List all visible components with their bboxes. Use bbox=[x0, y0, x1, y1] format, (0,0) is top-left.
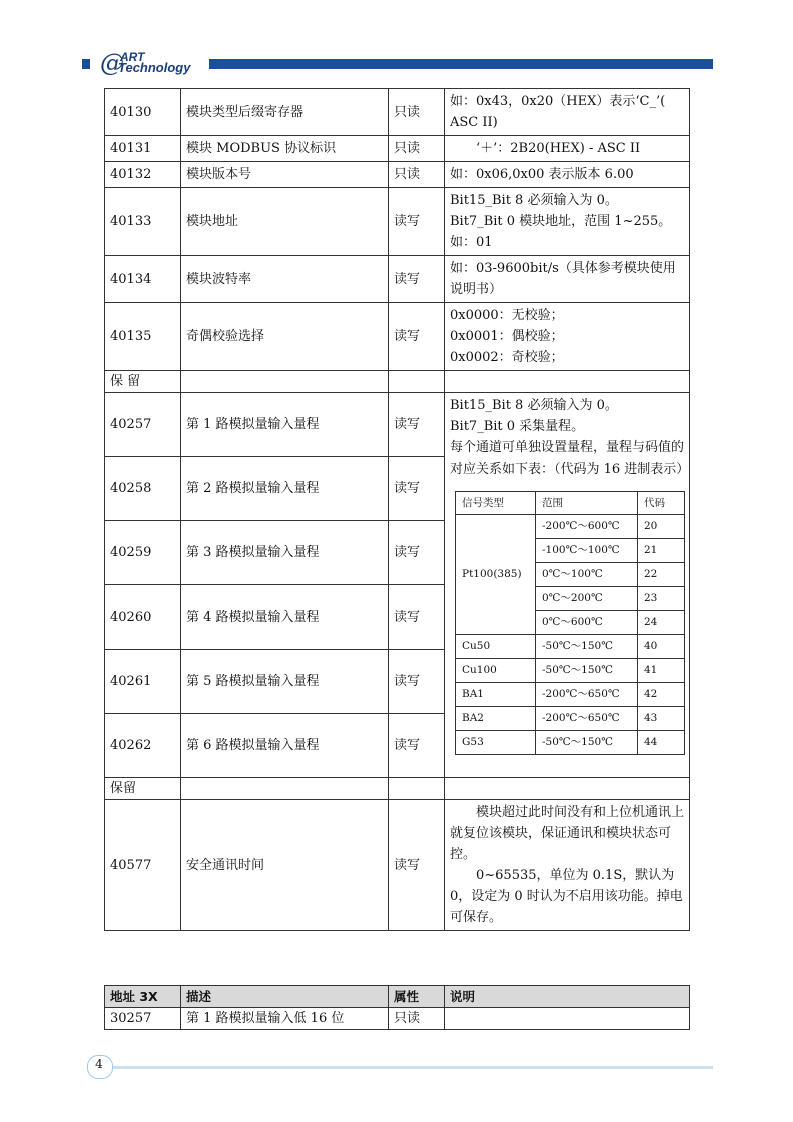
address-cell: 40131 bbox=[105, 136, 181, 162]
code-cell: 40 bbox=[638, 635, 685, 659]
register-table-4x bbox=[104, 88, 690, 931]
name-cell: 模块版本号 bbox=[181, 162, 389, 188]
code-header: 范围 bbox=[536, 492, 638, 515]
attr-cell: 读写 bbox=[389, 188, 445, 256]
name-cell: 第 2 路模拟量输入量程 bbox=[181, 457, 389, 521]
address-cell: 40258 bbox=[105, 457, 181, 521]
signal-type-cell: BA1 bbox=[456, 683, 536, 707]
attr-cell: 读写 bbox=[389, 303, 445, 371]
table-row-reserved bbox=[105, 778, 690, 800]
code-cell: 23 bbox=[638, 587, 685, 611]
reserved-cell: 保留 bbox=[105, 778, 181, 800]
desc-cell bbox=[445, 1008, 690, 1030]
desc-cell: 如：0x43，0x20（HEX）表示‘C_’( ASC II) bbox=[445, 89, 690, 136]
attr-cell: 读写 bbox=[389, 256, 445, 303]
code-header: 信号类型 bbox=[456, 492, 536, 515]
table-row bbox=[456, 683, 685, 707]
signal-type-cell: Cu50 bbox=[456, 635, 536, 659]
desc-cell: Bit15_Bit 8 必须输入为 0。 Bit7_Bit 0 模块地址，范围 1~255。 如：01 bbox=[445, 188, 690, 256]
table-row bbox=[456, 659, 685, 683]
attr-cell: 读写 bbox=[389, 585, 445, 649]
address-cell: 40262 bbox=[105, 713, 181, 777]
table-row bbox=[105, 800, 690, 931]
code-cell: 43 bbox=[638, 707, 685, 731]
logo-icon: @ bbox=[100, 49, 124, 77]
name-cell: 模块波特率 bbox=[181, 256, 389, 303]
code-cell: 21 bbox=[638, 539, 685, 563]
table-row bbox=[456, 515, 685, 539]
page-number: 4 bbox=[95, 1057, 103, 1071]
logo-text-art: ART bbox=[120, 50, 145, 64]
address-cell: 40135 bbox=[105, 303, 181, 371]
attr-cell: 读写 bbox=[389, 521, 445, 585]
address-cell: 40134 bbox=[105, 256, 181, 303]
table-row bbox=[105, 303, 690, 371]
attr-cell: 读写 bbox=[389, 649, 445, 713]
table-row bbox=[456, 707, 685, 731]
name-cell: 第 5 路模拟量输入量程 bbox=[181, 649, 389, 713]
code-cell: 20 bbox=[638, 515, 685, 539]
code-cell: 22 bbox=[638, 563, 685, 587]
table-row bbox=[105, 393, 690, 457]
logo-text-technology: Technology bbox=[118, 60, 191, 75]
address-cell: 40261 bbox=[105, 649, 181, 713]
address-cell: 40133 bbox=[105, 188, 181, 256]
range-desc-cell: Bit15_Bit 8 必须输入为 0。 Bit7_Bit 0 采集量程。 每个通道可单独设置量程，量程与码值的对应关系如下表：（代码为 16 进制表示） 信号类型 范围 代码 Pt100(385) -200℃～600℃ 20 -100℃～100℃ 21 0℃～100℃ 22 0℃～200℃ 23 0℃～600℃ 24 Cu50 -50℃～150℃ 40 Cu100 -50℃～150℃ 41 BA1 -200℃～650℃ 42 BA2 -200℃～650℃ 43 G53 -50℃～150℃ 44 bbox=[445, 393, 690, 778]
table-row bbox=[105, 89, 690, 136]
range-cell: 0℃～100℃ bbox=[536, 563, 638, 587]
address-cell: 40260 bbox=[105, 585, 181, 649]
attr-cell: 读写 bbox=[389, 457, 445, 521]
attr-cell: 只读 bbox=[389, 162, 445, 188]
header-bar bbox=[209, 59, 713, 69]
signal-type-cell: Pt100(385) bbox=[456, 515, 536, 635]
attr-cell: 读写 bbox=[389, 713, 445, 777]
table-row bbox=[105, 162, 690, 188]
name-cell: 第 1 路模拟量输入量程 bbox=[181, 393, 389, 457]
address-cell: 40130 bbox=[105, 89, 181, 136]
address-cell: 40259 bbox=[105, 521, 181, 585]
range-cell: -50℃～150℃ bbox=[536, 731, 638, 755]
address-cell: 30257 bbox=[105, 1008, 181, 1030]
table-header-row bbox=[105, 986, 690, 1008]
desc-cell: 如：0x06,0x00 表示版本 6.00 bbox=[445, 162, 690, 188]
address-cell: 40577 bbox=[105, 800, 181, 931]
desc-cell: 模块超过此时间没有和上位机通讯上就复位该模块，保证通讯和模块状态可控。 0~65535，单位为 0.1S，默认为 0，设定为 0 时认为不启用该功能。掉电可保存。 bbox=[445, 800, 690, 931]
header-square bbox=[82, 59, 90, 69]
name-cell: 第 6 路模拟量输入量程 bbox=[181, 713, 389, 777]
name-cell: 第 1 路模拟量输入低 16 位 bbox=[181, 1008, 389, 1030]
range-cell: -50℃～150℃ bbox=[536, 635, 638, 659]
code-cell: 24 bbox=[638, 611, 685, 635]
table-row bbox=[105, 136, 690, 162]
column-header: 地址 3X bbox=[105, 986, 181, 1008]
signal-type-cell: Cu100 bbox=[456, 659, 536, 683]
attr-cell: 只读 bbox=[389, 1008, 445, 1030]
name-cell: 奇偶校验选择 bbox=[181, 303, 389, 371]
attr-cell: 读写 bbox=[389, 800, 445, 931]
desc-cell: 如：03-9600bit/s（具体参考模块使用说明书） bbox=[445, 256, 690, 303]
name-cell: 第 3 路模拟量输入量程 bbox=[181, 521, 389, 585]
range-cell: -200℃～600℃ bbox=[536, 515, 638, 539]
reserved-cell: 保 留 bbox=[105, 371, 181, 393]
range-code-table bbox=[455, 491, 685, 755]
table-row-reserved bbox=[105, 371, 690, 393]
signal-type-cell: BA2 bbox=[456, 707, 536, 731]
name-cell: 模块 MODBUS 协议标识 bbox=[181, 136, 389, 162]
table-row bbox=[105, 1008, 690, 1030]
attr-cell: 只读 bbox=[389, 89, 445, 136]
name-cell: 安全通讯时间 bbox=[181, 800, 389, 931]
column-header: 属性 bbox=[389, 986, 445, 1008]
range-cell: -200℃～650℃ bbox=[536, 707, 638, 731]
range-cell: 0℃～200℃ bbox=[536, 587, 638, 611]
name-cell: 模块类型后缀寄存器 bbox=[181, 89, 389, 136]
code-header: 代码 bbox=[638, 492, 685, 515]
range-cell: -50℃～150℃ bbox=[536, 659, 638, 683]
signal-type-cell: G53 bbox=[456, 731, 536, 755]
table-row bbox=[456, 731, 685, 755]
name-cell: 模块地址 bbox=[181, 188, 389, 256]
code-cell: 42 bbox=[638, 683, 685, 707]
range-cell: 0℃～600℃ bbox=[536, 611, 638, 635]
table-row bbox=[105, 188, 690, 256]
company-logo bbox=[100, 50, 210, 76]
address-cell: 40257 bbox=[105, 393, 181, 457]
code-cell: 41 bbox=[638, 659, 685, 683]
attr-cell: 读写 bbox=[389, 393, 445, 457]
name-cell: 第 4 路模拟量输入量程 bbox=[181, 585, 389, 649]
desc-cell: 0x0000：无校验； 0x0001：偶校验； 0x0002：奇校验； bbox=[445, 303, 690, 371]
register-table-3x bbox=[104, 985, 690, 1030]
range-cell: -100℃～100℃ bbox=[536, 539, 638, 563]
range-cell: -200℃～650℃ bbox=[536, 683, 638, 707]
footer-line bbox=[110, 1066, 713, 1069]
table-row bbox=[105, 256, 690, 303]
address-cell: 40132 bbox=[105, 162, 181, 188]
attr-cell: 只读 bbox=[389, 136, 445, 162]
table-row bbox=[456, 492, 685, 515]
column-header: 描述 bbox=[181, 986, 389, 1008]
column-header: 说明 bbox=[445, 986, 690, 1008]
code-cell: 44 bbox=[638, 731, 685, 755]
table-row bbox=[456, 635, 685, 659]
desc-cell: ‘＋’：2B20(HEX) - ASC II bbox=[445, 136, 690, 162]
